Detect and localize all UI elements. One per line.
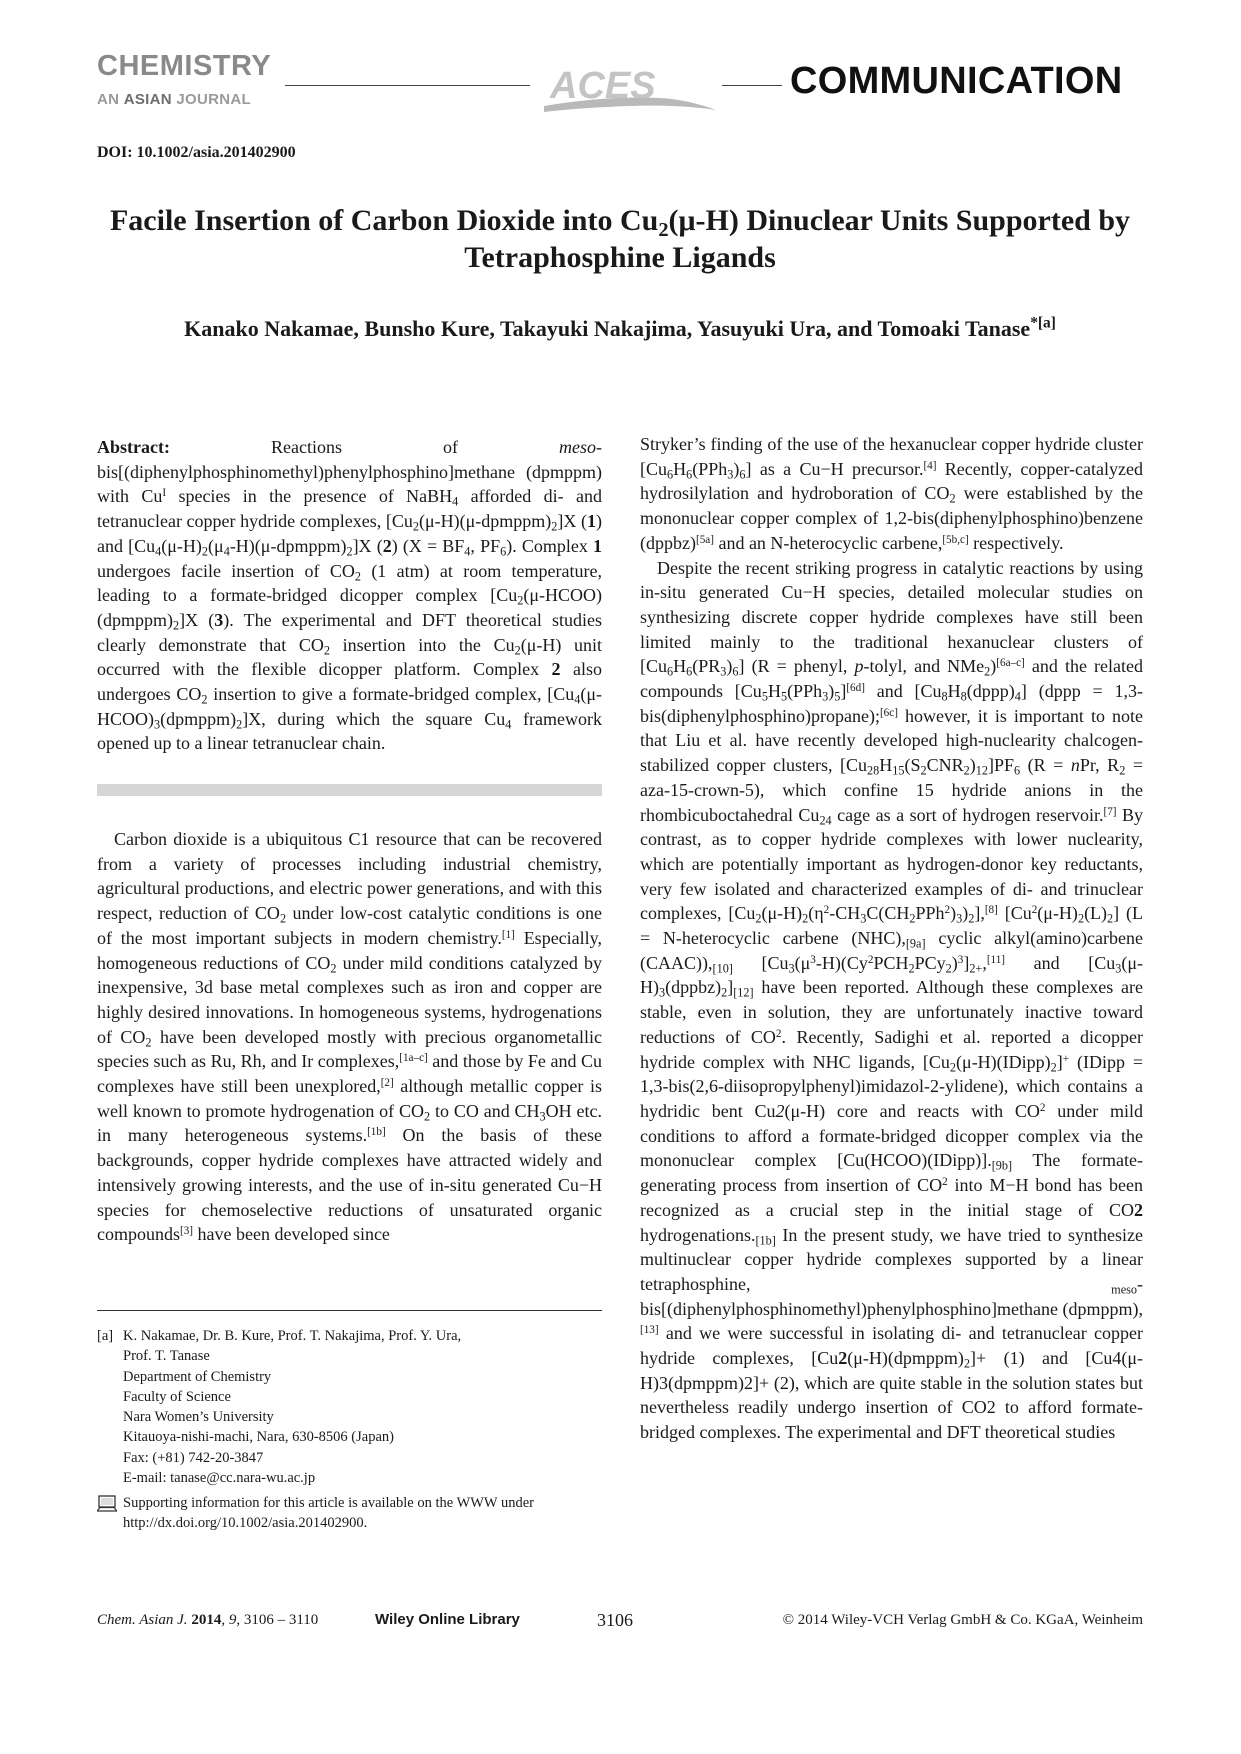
text-segment: 2 <box>323 643 330 658</box>
text-segment: 2 <box>346 544 353 559</box>
text-segment: [13] <box>640 1324 659 1337</box>
text-segment: (dppbz) <box>665 977 722 998</box>
text-segment: have been developed since <box>193 1224 390 1245</box>
text-segment: Carbon dioxide is a ubiquitous C1 resource that can be recovered from a variety of processes including industrial chemistry, agricultural productions, and electric power generations, and with this respect, reduction of CO <box>97 829 602 924</box>
aces-logo-text: ACES <box>550 65 656 107</box>
text-segment: 3 <box>154 717 161 732</box>
aces-logo <box>540 60 720 120</box>
text-segment: 2 <box>517 593 524 608</box>
text-segment: ). Complex <box>506 535 593 556</box>
text-segment: Stryker’s finding of the use of the hexanuclear copper hydride cluster [Cu <box>640 434 1143 479</box>
text-segment: [1] <box>501 928 515 941</box>
text-segment: ] (R = phenyl, <box>738 656 855 677</box>
text-segment: (μ-H) <box>640 952 1143 998</box>
text-segment: 6 <box>686 665 693 679</box>
text-segment: to CO and CH <box>430 1100 540 1121</box>
text-segment: ] <box>963 952 970 973</box>
text-segment: 2 <box>744 1372 753 1393</box>
text-segment: [5b,c] <box>942 533 969 546</box>
text-segment: PPh <box>915 903 945 924</box>
text-segment: 6 <box>686 467 693 482</box>
text-segment: (μ-H) <box>161 535 202 556</box>
text-segment: also undergoes CO <box>97 659 602 705</box>
text-segment: 8 <box>960 689 967 704</box>
text-segment: hydrogenations. <box>640 1224 756 1245</box>
text-segment: 2 <box>968 912 975 927</box>
page-footer <box>97 1612 1143 1634</box>
text-segment: n <box>1070 755 1080 776</box>
text-segment: 2 <box>949 1060 957 1075</box>
abstract-divider <box>97 784 602 796</box>
text-segment: H <box>767 681 781 702</box>
text-segment: (μ-H)(μ-dpmppm) <box>418 511 552 532</box>
text-segment: 6 <box>500 544 507 559</box>
text-segment: 3 <box>956 912 963 927</box>
text-segment: 6 <box>667 665 674 679</box>
text-segment: 2 <box>755 912 762 927</box>
text-segment: ) and [Cu <box>97 511 602 556</box>
text-segment: = aza-15-crown-5), which confine 15 hydride anions in the rhombicuboctahedral Cu <box>640 755 1144 825</box>
text-segment: 2 <box>908 961 915 976</box>
text-segment: Reactions of <box>169 437 559 457</box>
footnote-line-4: Faculty of Science <box>123 1388 231 1405</box>
text-segment: ) <box>990 656 997 677</box>
text-segment: (μ-H) unit occurred with the flexible dicopper platform. Complex <box>97 634 602 680</box>
text-segment: 3 <box>788 961 795 976</box>
footer-year: 2014 <box>191 1612 222 1628</box>
text-segment: 4 <box>1112 1348 1122 1369</box>
text-segment: [6d] <box>846 681 865 694</box>
text-segment: [6c] <box>879 706 898 719</box>
text-segment: ( <box>769 1372 780 1393</box>
text-segment: 2+ <box>969 961 983 976</box>
text-segment: . Recently, Sadighi et al. reported a dicopper hydride complex with NHC ligands, [Cu <box>640 1026 1143 1072</box>
text-segment: ] <box>840 681 847 702</box>
text-segment: -tolyl, and NMe <box>863 656 985 677</box>
text-segment: (μ-H) <box>1037 903 1078 924</box>
text-segment: PCy <box>914 952 946 973</box>
text-segment: [12] <box>733 986 754 1001</box>
text-segment: ) <box>726 656 733 677</box>
text-segment: 12 <box>975 763 988 778</box>
journal-subtitle-bold: ASIAN <box>123 91 172 108</box>
text-segment: ] (L = N-heterocyclic carbene (NHC), <box>640 903 1144 949</box>
text-segment: 5 <box>834 689 841 704</box>
text-segment: meso <box>559 437 596 457</box>
text-segment: 2 <box>779 1372 789 1393</box>
text-segment: respectively. <box>968 532 1064 553</box>
journal-subtitle-suffix: JOURNAL <box>171 91 251 108</box>
text-segment: 2 <box>514 643 521 658</box>
text-segment: [1b] <box>755 1233 776 1248</box>
text-segment: ) <box>733 458 740 479</box>
text-segment: ], <box>974 903 985 924</box>
abstract-label: Abstract: <box>97 437 170 457</box>
text-segment: although metallic copper is well known to promote hydrogenation of CO <box>97 1076 602 1121</box>
text-segment: ] as a Cu−H precursor. <box>745 458 924 479</box>
journal-subtitle-prefix: AN <box>97 91 124 108</box>
text-segment: and those by Fe and Cu complexes have still been unexplored, <box>97 1051 602 1097</box>
text-segment: -bis[(diphenylphosphinomethyl)phenylphosphino]methane (dpmppm), <box>640 1273 1143 1319</box>
text-segment: 2 <box>949 492 956 507</box>
text-segment: -CH <box>829 903 861 924</box>
text-segment: ) <box>951 952 958 973</box>
text-segment: [7] <box>1103 805 1117 818</box>
text-segment: [8] <box>984 904 998 917</box>
text-segment: Pr, R <box>1079 755 1120 776</box>
text-segment: 2 <box>1107 912 1114 927</box>
text-segment: 3 <box>659 986 666 1001</box>
text-segment: and an N-heterocyclic carbene, <box>713 532 943 553</box>
computer-icon <box>97 1495 117 1512</box>
text-segment: (PPh <box>787 681 823 702</box>
text-segment: 1 <box>593 535 602 556</box>
text-segment: p <box>854 656 864 677</box>
text-segment: 4 <box>155 544 162 559</box>
text-segment: 2 <box>145 1035 152 1050</box>
text-segment: (S <box>904 755 921 776</box>
title-part1: Facile Insertion of Carbon Dioxide into Cu <box>109 204 659 237</box>
text-segment: [1a–c] <box>399 1052 428 1065</box>
text-segment: 2 <box>920 763 927 778</box>
text-segment: (μ-HCOO)(dpmppm) <box>97 585 602 630</box>
text-segment: ), which are quite stable in the solution states but nevertheless readily undergo insertion of CO <box>640 1372 1143 1418</box>
supporting-info <box>97 1493 602 1534</box>
text-segment: meso <box>1111 1282 1137 1297</box>
supporting-info-text[interactable]: Supporting information for this article is available on the WWW under http://dx.doi.org/10.1002/asia.201402900. <box>123 1495 534 1532</box>
text-segment: (dpmppm) <box>668 1372 744 1393</box>
text-segment: 2 <box>963 1356 971 1371</box>
text-segment: (η <box>808 903 824 924</box>
text-segment: have been developed mostly with precious organometallic species such as Ru, Rh, and Ir complexes, <box>97 1026 603 1072</box>
footer-pages: , 3106 – 3110 <box>236 1612 319 1628</box>
text-segment: ) and [Cu <box>1018 1348 1113 1369</box>
text-segment: into M−H bond has been recognized as a crucial step in the initial stage of CO <box>640 1175 1143 1220</box>
text-segment: Especially, homogeneous reductions of CO <box>97 927 602 973</box>
text-segment: + <box>1062 1052 1070 1065</box>
text-segment: 4 <box>1014 689 1021 704</box>
text-segment: 2 <box>236 717 243 732</box>
author-names: Kanako Nakamae, Bunsho Kure, Takayuki Nakajima, Yasuyuki Ura, and Tomoaki Tanase <box>184 316 1031 341</box>
page-number: 3106 <box>597 1610 633 1630</box>
text-segment: under low-cost catalytic conditions is one of the most important subjects in modern chemistry. <box>97 903 602 948</box>
text-segment: (μ-H) <box>761 903 803 924</box>
affiliation-footnote <box>97 1326 602 1488</box>
text-segment: H <box>947 681 961 702</box>
text-segment: 3 <box>1115 961 1122 976</box>
text-segment: 3 <box>957 953 964 966</box>
text-segment: 2 <box>944 904 951 917</box>
text-segment: H <box>673 458 687 479</box>
text-segment: 2 <box>909 912 916 927</box>
text-segment: 15 <box>892 763 905 778</box>
text-segment: however, it is important to note that Liu et al. have recently developed high-nuclearity chalcogen-stabilized copper clusters, [Cu <box>640 705 1143 776</box>
text-segment: 3 <box>214 609 224 630</box>
text-segment: 2 <box>173 618 180 633</box>
text-segment: 1 <box>1009 1348 1019 1369</box>
journal-subtitle <box>97 92 251 107</box>
text-segment: 2 <box>823 904 830 917</box>
text-segment: ). The experimental and DFT theoretical studies clearly demonstrate that CO <box>97 609 602 655</box>
text-segment: 2 <box>867 953 874 966</box>
text-segment: [9a] <box>905 936 926 951</box>
text-segment: 3 <box>659 1372 668 1393</box>
text-segment: undergoes facile insertion of CO <box>97 560 355 581</box>
text-segment: 2 <box>984 665 991 679</box>
text-segment: ]X ( <box>557 511 587 532</box>
text-segment: 2 <box>382 535 392 556</box>
text-segment: CNR <box>926 755 964 776</box>
text-segment: 2 <box>775 1027 782 1040</box>
text-segment: 3 <box>720 665 727 679</box>
text-segment: framework opened up to a linear tetranuclear chain. <box>97 708 603 754</box>
footnote-line-5: Nara Women’s University <box>123 1409 274 1426</box>
text-segment: (PR <box>692 656 721 677</box>
text-segment: 6 <box>667 467 674 482</box>
text-segment: 3 <box>822 689 829 704</box>
text-segment: ) <box>969 755 976 776</box>
text-segment: have been reported. Although these complexes are stable, even in solution, they are unfortunately inactive toward reductions of CO <box>640 977 1143 1047</box>
text-segment: -H)(μ-dpmppm) <box>229 535 347 556</box>
text-segment: 2 <box>412 519 419 534</box>
text-segment: (dppp) <box>966 681 1015 702</box>
authors <box>90 314 1150 343</box>
text-segment: (R = <box>1020 755 1071 776</box>
text-segment: 2 <box>330 961 337 976</box>
text-segment: 3 <box>860 912 867 927</box>
text-segment: PCH <box>873 952 909 973</box>
text-segment: 2 <box>201 544 209 559</box>
text-segment: were established by the mononuclear copper complex of 1,2-bis(diphenylphosphino)benzene (dppbz) <box>640 483 1143 553</box>
text-segment: 4 <box>223 544 230 559</box>
text-segment: [5a] <box>695 533 714 546</box>
intro-paragraph <box>97 827 602 1247</box>
text-segment: (μ-H) core and reacts with CO <box>784 1100 1040 1121</box>
footer-journal: Chem. Asian J. <box>97 1612 188 1628</box>
footer-library[interactable]: Wiley Online Library <box>375 1611 520 1628</box>
text-segment: 2 <box>424 1109 431 1124</box>
text-segment: 3 <box>810 953 816 966</box>
text-segment: , <box>982 952 987 973</box>
text-segment: [11] <box>986 953 1006 966</box>
text-segment: [9b] <box>991 1159 1013 1174</box>
text-segment: [1b] <box>367 1126 386 1139</box>
journal-name: CHEMISTRY <box>97 50 272 82</box>
text-segment: -H)(Cy <box>815 952 868 973</box>
text-segment: 2 <box>945 961 952 976</box>
text-segment: 5 <box>780 689 788 704</box>
text-segment: (PPh <box>692 458 728 479</box>
text-segment: and the related compounds [Cu <box>640 656 1143 702</box>
text-segment: -bis[(diphenylphosphinomethyl)phenylphosphino]methane (dpmppm) with Cu <box>97 437 602 507</box>
text-segment: afforded di- and tetranuclear copper hydride complexes, [Cu <box>97 486 602 532</box>
footnote-line-6: Kitauoya-nishi-machi, Nara, 630-8506 (Japan) <box>123 1429 394 1446</box>
text-segment: 28 <box>867 763 880 778</box>
text-segment: 4 <box>574 692 581 707</box>
text-segment: and [Cu <box>1005 952 1116 973</box>
text-segment: (dpmppm) <box>160 708 237 729</box>
text-segment: 2 <box>551 659 561 680</box>
footnote-line-3: Department of Chemistry <box>123 1368 272 1385</box>
text-segment: H <box>673 656 687 677</box>
text-segment: 2 <box>551 519 558 534</box>
text-segment: 8 <box>941 689 948 704</box>
text-segment: ] <box>1056 1051 1063 1072</box>
text-segment: 2 <box>354 569 361 584</box>
text-segment: 4 <box>505 717 512 732</box>
text-segment: ] (dppp = 1,3-bis(diphenylphosphino)propane); <box>640 681 1143 726</box>
footnote-label: [a] <box>97 1328 114 1344</box>
text-segment: (1 atm) at room temperature, leading to a formate-bridged dicopper complex [Cu <box>97 560 602 606</box>
footer-copyright: © 2014 Wiley-VCH Verlag GmbH & Co. KGaA, Weinheim <box>782 1612 1143 1628</box>
text-segment: under mild conditions to afford a formate-bridged dicopper complex via the mononuclear complex [Cu(HCOO)(IDipp)]. <box>640 1100 1143 1171</box>
footnote-line-8: E-mail: tanase@cc.nara-wu.ac.jp <box>123 1470 316 1487</box>
footer-volume: 9 <box>228 1612 237 1628</box>
text-segment: [6a–c] <box>996 657 1025 670</box>
abstract <box>97 435 602 756</box>
text-segment: (μ-H)(dpmppm) <box>847 1348 964 1369</box>
text-segment: 4 <box>452 495 459 510</box>
text-segment: 2 <box>1050 1060 1057 1075</box>
text-segment: ]X ( <box>352 535 383 556</box>
text-segment: [2] <box>380 1076 394 1089</box>
text-segment: 3 <box>539 1109 546 1124</box>
text-segment: OH etc. in many heterogeneous systems. <box>97 1100 602 1146</box>
text-segment: ] <box>970 1348 977 1369</box>
text-segment: ]X, during which the square Cu <box>242 708 506 729</box>
footnote-text: K. Nakamae, Dr. B. Kure, Prof. T. Nakajima, Prof. Y. Ura, <box>123 1328 462 1344</box>
text-segment: (μ <box>208 535 224 556</box>
footnote-line-2: Prof. T. Tanase <box>123 1348 210 1365</box>
text-segment: H <box>879 755 893 776</box>
text-segment: under mild conditions catalyzed by inexpensive, 3d base metal complexes such as iron and copper are highly desired innovations. In homogeneous systems, hydrogenations of CO <box>97 952 602 1047</box>
text-segment: Recently, copper-catalyzed hydrosilylation and hydroboration of CO <box>640 458 1143 504</box>
text-segment: 2 <box>1119 763 1126 778</box>
text-segment: [4] <box>923 459 937 472</box>
text-segment: ) <box>950 903 957 924</box>
text-segment: I <box>162 487 167 500</box>
header-rule-right <box>722 85 782 86</box>
introduction <box>97 827 602 1247</box>
text-segment: [10] <box>712 961 733 976</box>
text-segment: ) (X = BF <box>391 535 465 556</box>
text-segment: (IDipp = 1,3-bis(2,6-diisopropylphenyl)imidazol-2-ylidene), which contains a hydridic bent Cu <box>640 1051 1144 1121</box>
text-segment: 2 <box>721 986 728 1001</box>
text-segment: 2 <box>279 911 287 926</box>
text-segment: and [Cu <box>864 681 942 702</box>
text-segment: (μ <box>794 952 811 973</box>
doi: DOI: 10.1002/asia.201402900 <box>97 144 296 161</box>
text-segment: 6 <box>739 467 746 482</box>
text-segment: cage as a sort of hydrogen reservoir. <box>831 804 1104 825</box>
text-segment: 6 <box>732 665 739 679</box>
article-title <box>90 202 1150 276</box>
text-segment: (μ-HCOO) <box>97 684 602 729</box>
text-segment: ) <box>962 903 969 924</box>
right-paragraph-1 <box>640 432 1143 556</box>
text-segment: [3] <box>180 1225 194 1238</box>
text-segment: 2 <box>1134 1199 1143 1220</box>
text-segment: and we were successful in isolating di- and tetranuclear copper hydride complexes, [Cu <box>640 1323 1143 1369</box>
text-segment: 2 <box>802 912 809 927</box>
text-segment: species in the presence of NaBH <box>166 486 453 507</box>
text-segment: 2 <box>942 1175 948 1188</box>
text-segment: In the present study, we have tried to synthesize multinuclear copper hydride complexes supported by a linear tetraphosphine, <box>640 1224 1143 1294</box>
title-part2: (μ-H) Dinuclear Units Supported by Tetraphosphine Ligands <box>464 204 1131 274</box>
right-paragraph-2 <box>640 556 1143 1445</box>
text-segment: 3 <box>727 467 734 482</box>
text-segment: insertion to give a formate-bridged complex, [Cu <box>207 684 575 705</box>
text-segment: 2 <box>1077 912 1085 927</box>
text-segment: ( <box>986 1348 1010 1369</box>
text-segment: , PF <box>470 535 501 556</box>
title-sub: 2 <box>658 219 669 242</box>
text-segment: ]X ( <box>179 609 215 630</box>
abstract-paragraph <box>97 435 602 756</box>
text-segment: [Cu <box>732 952 789 973</box>
footnote-line-1 <box>97 1326 602 1346</box>
text-segment: cyclic alkyl(amino)carbene (CAAC)), <box>640 928 1143 973</box>
text-segment: C(CH <box>866 903 910 924</box>
text-segment: [Cu <box>997 903 1032 924</box>
text-segment: (μ-H) <box>640 1348 1144 1393</box>
text-segment: ) <box>828 681 835 702</box>
text-segment: ]PF <box>988 755 1015 776</box>
text-segment: insertion into the Cu <box>330 634 515 655</box>
text-segment: ] <box>753 1372 759 1393</box>
text-segment: 4 <box>464 544 471 559</box>
section-label: COMMUNICATION <box>790 60 1123 102</box>
text-segment: 24 <box>819 813 832 828</box>
text-segment: 2 <box>1031 904 1038 917</box>
footnote-line-7: Fax: (+81) 742-20-3847 <box>123 1449 264 1466</box>
text-segment: to afford formate-bridged complexes. The experimental and DFT theoretical studies <box>640 1397 1143 1443</box>
text-segment: On the basis of these backgrounds, copper hydride complexes have attracted widely and intensively growing interests, and the use of in-situ generated Cu−H species for chemoselective reductions of unsaturated organic compounds <box>97 1125 602 1245</box>
right-column <box>640 432 1143 1445</box>
footer-citation: Chem. Asian J. 2014, 9, 3106 – 3110 <box>97 1612 319 1628</box>
text-segment: Despite the recent striking progress in catalytic reactions by using in-situ generated Cu−H species, detailed molecular studies on synthesizing discrete copper hydride complexes have still been limited mainly to the traditional hexanuclear clusters of [Cu <box>640 557 1143 677</box>
text-segment: 6 <box>1014 763 1021 778</box>
text-segment: (μ-H)(IDipp) <box>956 1051 1051 1072</box>
text-segment: 1 <box>587 511 596 532</box>
text-segment: + <box>976 1348 987 1369</box>
text-segment: 5 <box>761 689 768 704</box>
text-segment: By contrast, as to copper hydride complexes with lower nuclearity, which are potentially important as hydrogen-donor key reductants, very few isolated and characterized examples of di- and trinuclear complexes, [Cu <box>640 804 1143 924</box>
author-affiliation-marker: *[a] <box>1030 314 1056 332</box>
text-segment: + <box>759 1372 770 1393</box>
text-segment: 2 <box>775 1100 785 1121</box>
text-segment: The formate-generating process from insertion of CO <box>640 1150 1143 1196</box>
text-segment: (L) <box>1084 903 1108 924</box>
header-rule-left <box>285 85 530 86</box>
text-segment: 2 <box>1039 1101 1046 1114</box>
text-segment: 2 <box>963 763 970 778</box>
text-segment: 2 <box>986 1397 996 1418</box>
text-segment: ] <box>727 977 734 998</box>
text-segment: 2 <box>201 692 208 707</box>
text-segment: 2 <box>838 1348 848 1369</box>
footnote-rule <box>97 1310 602 1311</box>
